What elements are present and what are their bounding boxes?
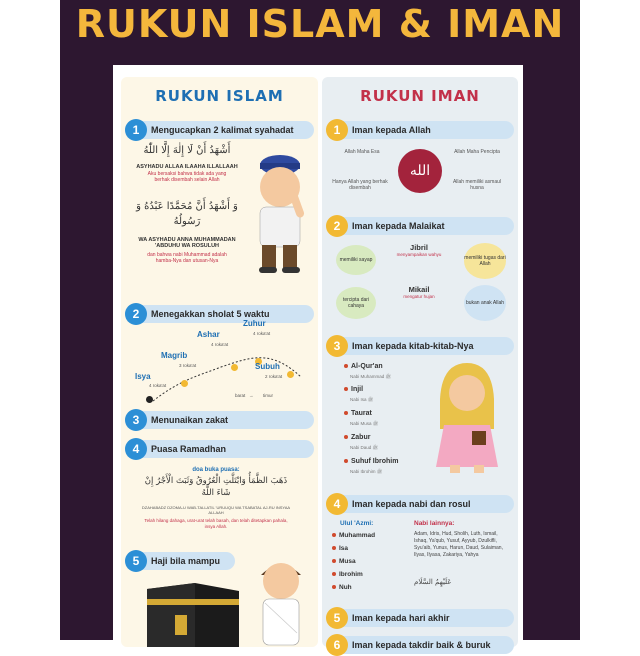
allah-calligraphy: الله [398,149,442,193]
ulul-azmi-item [332,584,375,597]
kitab-name [344,458,398,465]
iman-item-label: Iman kepada Malaikat [352,221,445,231]
kitab-name [344,386,363,393]
ulul-azmi-title: Ulul 'Azmi: [340,520,374,527]
ulul-azmi-item [332,545,375,558]
islam-item-label: Haji bila mampu [151,556,221,566]
allah-bottom-left: Hanya Allah yang berhak disembah [332,179,388,191]
number-badge: 3 [326,335,348,357]
sholat-subuh-name: Subuh [255,362,280,371]
iman-item-label: Iman kepada nabi dan rosul [352,499,471,509]
ulul-azmi-item [332,558,375,571]
number-badge: 4 [326,493,348,515]
islam-item-label: Mengucapkan 2 kalimat syahadat [151,125,294,135]
iman-item-2 [326,217,514,235]
allah-top-right: Allah Maha Pencipta [454,149,500,155]
syahadat-1-arabic: أَشْهَدُ أَنْ لَا إِلٰهَ إِلَّا اللّٰهُ [143,145,231,156]
malaikat-jibril [384,243,454,257]
rukun-islam-heading: RUKUN ISLAM [155,87,284,105]
sholat-zuhur-name: Zuhur [243,319,266,328]
iman-item-label: Iman kepada kitab-kitab-Nya [352,341,474,351]
main-title: RUKUN ISLAM & IMAN [75,2,565,46]
sholat-ashar-rakaat: 4 roka'at [211,342,229,347]
sholat-zuhur-rakaat: 4 roka'at [253,331,271,336]
syahadat-1-latin: ASYHADU ALLAA ILAAHA ILLALLAAH [136,164,238,170]
bullet-icon [332,559,336,563]
rukun-iman-heading: RUKUN IMAN [360,87,480,105]
islam-item-label: Menegakkan sholat 5 waktu [151,309,270,319]
iman-item-1 [326,121,514,139]
kitab-label: Taurat [351,410,372,417]
bullet-icon [332,572,336,576]
sholat-isya-rakaat: 4 roka'at [149,383,167,388]
nabi-name: Musa [339,558,356,565]
mikail-name: Mikail [408,285,430,294]
number-badge: 5 [326,607,348,629]
doa-latin: DZAHABADZ DZOMA-U WAB-TALLATIL 'URUUQU WA TSABATAL AJ-RU INSYAA ALLAAH [141,505,291,515]
ulul-azmi-item [332,532,375,545]
iman-item-label: Iman kepada takdir baik & buruk [352,640,491,650]
iman-item-label: Iman kepada Allah [352,125,431,135]
number-badge: 1 [125,119,147,141]
number-badge: 6 [326,634,348,656]
islam-item-label: Menunaikan zakat [151,415,229,425]
bullet-icon [344,411,348,415]
number-badge: 5 [125,550,147,572]
doa-title: doa buka puasa: [192,467,240,473]
poster [113,65,523,652]
sholat-dot-isya [146,396,153,403]
bullet-icon [344,435,348,439]
iman-item-4 [326,495,514,513]
bullet-icon [332,533,336,537]
doa-arabic: ذَهَبَ الظَّمَأُ وَابْتَلَّتِ الْعُرُوقُ وَثَبَتَ الْأَجْرُ إِنْ شَاءَ اللَّهُ [144,476,288,498]
nabi-name: Ibrohim [339,571,363,578]
jibril-name: Jibril [410,243,428,252]
number-badge: 2 [125,303,147,325]
iman-item-label: Iman kepada hari akhir [352,613,450,623]
rukun-islam-column [121,77,318,647]
kitab-label: Injil [351,386,364,393]
direction-west: barat [235,393,246,398]
syahadat-2-latin: WA ASYHADU ANNA MUHAMMADAN 'ABDUHU WA ROSULUH [138,237,236,249]
ulul-azmi-list [332,532,375,597]
mikail-task: mengatur hujan [403,294,435,299]
malaikat-mikail [384,285,454,299]
number-badge: 3 [125,409,147,431]
ulul-azmi-item [332,571,375,584]
syahadat-2-arabic: وَ أَشْهَدُ أَنَّ مُحَمَّدًا عَبْدُهُ وَ رَسُولُهُ [136,201,238,227]
kitab-nabi: Nabi Ibrohim ﷺ [350,469,383,474]
bullet-icon [332,585,336,589]
kitab-name [344,363,383,370]
iman-item-6 [326,636,514,654]
malaikat-bubble-light: tercipta dari cahaya [336,287,376,319]
kitab-nabi: Nabi Muhammad ﷺ [350,374,391,379]
malaikat-bubble-not-child: bukan anak Allah [464,285,506,321]
sholat-subuh-rakaat: 2 roka'at [265,374,283,379]
malaikat-bubble-task: memiliki tugas dari Allah [464,243,506,279]
bullet-icon [344,459,348,463]
islam-item-1 [125,121,314,139]
boy-ihram-illustration [251,553,311,647]
kitab-name [344,410,372,417]
islam-item-5 [125,552,235,570]
islam-item-4 [125,440,314,458]
malaikat-bubble-wings: memiliki sayap [336,245,376,275]
sholat-magrib-rakaat: 3 roka'at [179,363,197,368]
jibril-task: menyampaikan wahyu [396,252,442,257]
bullet-icon [332,546,336,550]
sholat-magrib-name: Magrib [161,351,188,360]
nabi-lain-list: Adam, Idris, Hud, Sholih, Luth, Ismail, Ishaq, Ya'qub, Yusuf, Ayyub, Dzulkifli, Syu'aib, Yunus, Harun, Daud, Sulaiman, Ilyas, Ilyasa, Zakariya, Yahya [414,531,503,558]
iman-item-3 [326,337,514,355]
syahadat-1-meaning: Aku bersaksi bahwa tidak ada yang berhak disembah selain Allah [147,171,227,183]
iman-item-5 [326,609,514,627]
sholat-dot-subuh [287,371,294,378]
kaaba-illustration [135,577,245,647]
kitab-label: Zabur [351,434,371,441]
islam-item-3 [125,411,314,429]
islam-item-2 [125,305,314,323]
nabi-lain-arabic: عَلَيْهِمُ السَّلَام [414,578,452,586]
number-badge: 1 [326,119,348,141]
allah-top-left: Allah Maha Esa [344,149,380,155]
kitab-nabi: Nabi Daud ﷺ [350,445,378,450]
sholat-dot-ashar [231,364,238,371]
sholat-dot-magrib [181,380,188,387]
nabi-name: Nuh [339,584,352,591]
bullet-icon [344,387,348,391]
girl-quran-illustration [432,359,502,477]
islam-item-label: Puasa Ramadhan [151,444,227,454]
nabi-name: Muhammad [339,532,376,539]
sholat-isya-name: Isya [135,372,151,381]
number-badge: 2 [326,215,348,237]
nabi-lain-title: Nabi lainnya: [414,520,455,527]
sholat-ashar-name: Ashar [197,330,220,339]
allah-bottom-right: Allah memiliki asmaul husna [452,179,502,191]
boy-pointing-illustration [245,147,315,277]
kitab-label: Al-Qur'an [351,363,383,370]
kitab-nabi: Nabi Isa ﷺ [350,397,374,402]
syahadat-2-meaning: dan bahwa nabi Muhammad adalah hamba-Nya dan utusan-Nya [147,252,227,264]
kitab-name [344,434,370,441]
kitab-label: Suhuf Ibrohim [351,458,399,465]
direction-east: timur [263,393,273,398]
kitab-nabi: Nabi Musa ﷺ [350,421,379,426]
doa-meaning: Telah hilang dahaga, urat-urat telah basah, dan telah ditetapkan pahala, insya Allah. [144,518,288,529]
rukun-iman-column [322,77,518,652]
nabi-name: Isa [339,545,349,552]
bullet-icon [344,364,348,368]
number-badge: 4 [125,438,147,460]
direction-arrow: → [249,393,254,398]
